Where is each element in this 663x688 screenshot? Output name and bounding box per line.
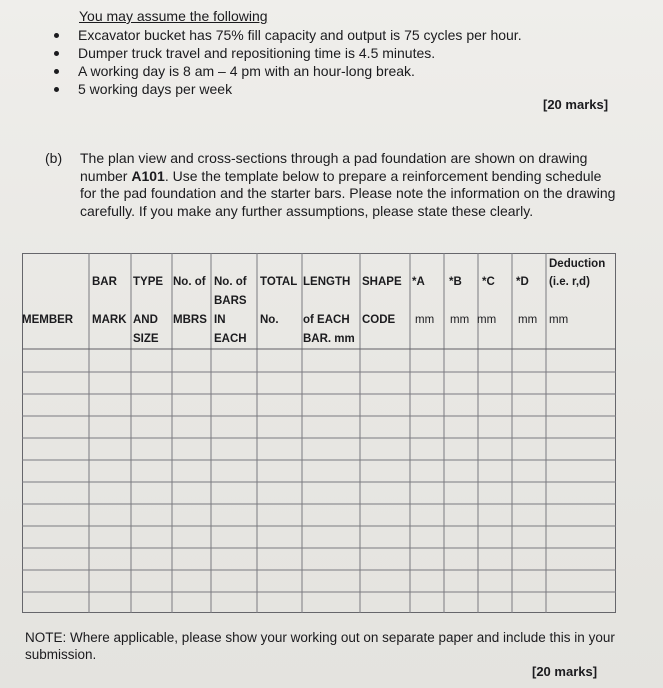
marks-part-b: [20 marks] [532,664,598,679]
header-mark: MARK [92,314,127,326]
header-mbrs: MBRS [173,314,207,326]
header-dim-a: *A [412,276,425,288]
bending-schedule-grid [22,253,616,613]
header-deduction-unit: mm [549,314,569,326]
header-dim-a-unit: mm [415,314,435,326]
marks-part-a: [20 marks] [543,97,609,112]
bullet-icon [54,87,59,92]
header-in: IN [214,314,226,326]
header-total: TOTAL [260,276,298,288]
bullet-icon [54,33,59,38]
header-type: TYPE [133,276,164,288]
header-dim-d: *D [516,276,529,288]
header-dim-c-unit: mm [477,314,497,326]
assumption-item: A working day is 8 am – 4 pm with an hour-long break. [52,62,522,80]
header-dim-b-unit: mm [450,314,470,326]
drawing-number: A101 [131,167,165,184]
header-deduction: Deduction [549,258,606,270]
header-no: No. [260,314,279,326]
header-and: AND [133,314,158,326]
assumption-item: Excavator bucket has 75% fill capacity and output is 75 cycles per hour. [52,26,522,44]
part-b-text: The plan view and cross-sections through a pad foundation are shown on drawing number A101. Use the template below to prepare a reinforcement bending schedule for the pad foundation and the starter bars. Please note the information on the drawing carefully. If you make any further assumptions, please state these clearly. [80,150,616,219]
header-shape: SHAPE [362,276,402,288]
header-member: MEMBER [22,314,74,326]
header-no-of-members: No. of [173,276,206,288]
part-b-label: (b) [45,150,63,166]
header-dim-d-unit: mm [518,314,538,326]
header-bar-mm: BAR. mm [303,333,355,345]
header-size: SIZE [133,333,159,345]
header-bar: BAR [92,276,117,288]
header-dim-c: *C [482,276,495,288]
assumption-item: 5 working days per week [52,80,522,98]
header-bars: BARS [214,295,247,307]
header-no-of-bars: No. of [214,276,247,288]
header-each: EACH [214,333,247,345]
assumptions-list [52,26,522,98]
header-of-each: of EACH [303,314,350,326]
header-dim-b: *B [449,276,462,288]
bullet-icon [54,51,59,56]
note-text: NOTE: Where applicable, please show your working out on separate paper and include this in your submission. [25,630,615,662]
header-length: LENGTH [303,276,351,288]
assumption-item: Dumper truck travel and repositioning time is 4.5 minutes. [52,44,522,62]
header-deduction-sub: (i.e. r,d) [549,276,590,288]
bullet-icon [54,69,59,74]
assumptions-heading: You may assume the following [79,8,268,24]
header-code: CODE [362,314,396,326]
